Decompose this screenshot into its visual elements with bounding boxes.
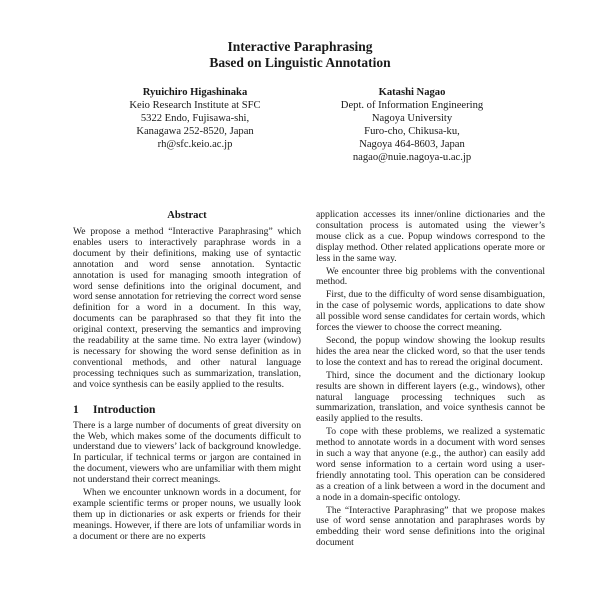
author-email: nagao@nuie.nagoya-u.ac.jp bbox=[352, 152, 472, 163]
paper-title bbox=[0, 39, 600, 71]
paragraph: To cope with these problems, we realized a systematic method to annotate words in a document with word senses in such a way that anyone (e.g., the author) can easily add word sense information to a certain word using a user-friendly annotating tool. This operation can be considered as a creation of a link between a word in the document and a node in a domain-specific ontology. bbox=[316, 426, 545, 503]
section-number: 1 bbox=[73, 403, 79, 416]
author-address-line: Kanagawa 252-8520, Japan bbox=[136, 126, 254, 137]
author-name: Ryuichiro Higashinaka bbox=[142, 87, 248, 98]
author-address-line: Nagoya 464-8603, Japan bbox=[359, 139, 465, 150]
paragraph: The “Interactive Paraphrasing” that we propose makes use of word sense annotation and paraphrases words by embedding their word sense definitions into the original document bbox=[316, 504, 545, 549]
author-affiliation-line: Keio Research Institute at SFC bbox=[129, 100, 261, 111]
title-line-2: Based on Linguistic Annotation bbox=[209, 55, 391, 70]
paragraph: application accesses its inner/online dictionaries and the consultation process is automated using the viewer’s mouse click as a cue. Popup windows correspond to the display method. Other related applications operate more or less in the same way. bbox=[316, 209, 545, 264]
paragraph: We encounter three big problems with the conventional method. bbox=[316, 265, 545, 288]
author-email: rh@sfc.keio.ac.jp bbox=[157, 139, 233, 150]
paragraph: There is a large number of documents of great diversity on the Web, which makes some of the documents difficult to understand due to viewers’ lack of background knowledge. In particular, if technical terms or jargon are contained in the document, viewers who are unfamiliar with them might not understand their correct meanings. bbox=[73, 419, 301, 486]
abstract-text: We propose a method “Interactive Paraphrasing” which enables users to interactively paraphrase words in a document by their definitions, making use of syntactic annotation and word sense annotation. Syntactic annotation is used for managing smooth integration of word sense definitions into the original document, and word sense annotation for retrieving the correct word sense definition for a word in a document. In this way, documents can be paraphrased so that they fit into the original context, preserving the semantics and improving the readability at the same time. No extra layer (window) is necessary for showing the word sense definition as in conventional methods, and other natural language processing techniques such as summarization, translation, and voice synthesis can be easily applied to the results. bbox=[73, 226, 301, 390]
author-block-1 bbox=[100, 86, 290, 151]
section-heading-introduction bbox=[73, 403, 301, 417]
paragraph: First, due to the difficulty of word sense disambiguation, in the case of polysemic words, applications to date show all possible word sense candidates for certain words, which forces the viewer to choose the correct meaning. bbox=[316, 289, 545, 334]
author-affiliation-line: Dept. of Information Engineering bbox=[340, 100, 484, 111]
paragraph: Second, the popup window showing the lookup results hides the area near the clicked word, so that the user tends to lose the context and has to reread the original document. bbox=[316, 334, 545, 368]
author-name: Katashi Nagao bbox=[378, 87, 446, 98]
paragraph: When we encounter unknown words in a document, for example scientific terms or proper nouns, we usually look them up in dictionaries or ask experts or friends for their meanings. However, if there are lots of unfamiliar words in a document or there are no experts bbox=[73, 487, 301, 542]
abstract-heading: Abstract bbox=[167, 210, 207, 221]
title-line-1: Interactive Paraphrasing bbox=[227, 39, 373, 54]
right-column bbox=[316, 210, 545, 549]
left-column bbox=[73, 209, 301, 543]
author-address-line: Furo-cho, Chikusa-ku, bbox=[364, 126, 460, 137]
author-block-2 bbox=[317, 86, 507, 164]
paragraph: Third, since the document and the dictionary lookup results are shown in different layers (e.g., windows), other natural language processing techniques such as summarization, translation, and voice synthesis cannot be easily applied to the results. bbox=[316, 369, 545, 425]
author-address-line: 5322 Endo, Fujisawa-shi, bbox=[140, 113, 250, 124]
section-title: Introduction bbox=[93, 403, 156, 416]
author-affiliation-line: Nagoya University bbox=[371, 113, 453, 124]
